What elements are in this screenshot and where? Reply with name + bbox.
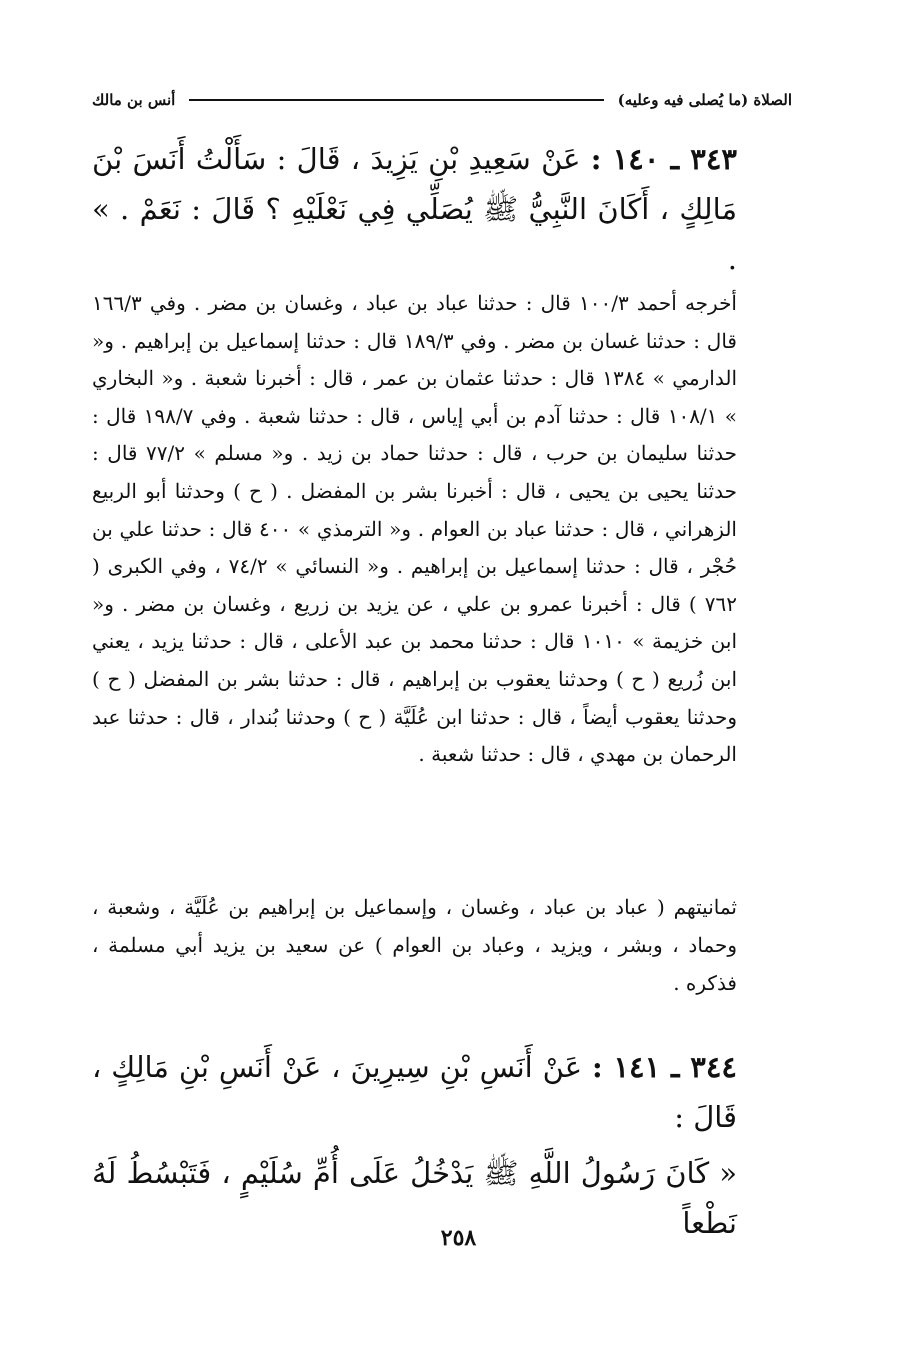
hadith-number: ٣٤٣ ـ ١٤٠ : bbox=[590, 142, 737, 176]
isnad-summary bbox=[92, 888, 737, 1002]
hadith-text: عَنْ سَعِيدِ بْنِ يَزِيدَ ، قَالَ : سَأَلْتُ أَنَسَ بْنَ مَالِكٍ ، أَكَانَ النَّبِيُّ ﷺ يُصَلِّي فِي نَعْلَيْهِ ؟ قَالَ : نَعَمْ . » . bbox=[92, 142, 737, 276]
running-header bbox=[92, 88, 792, 112]
takhrij-paragraph bbox=[92, 285, 737, 774]
hadith-intro: عَنْ أَنَسِ بْنِ سِيرِينَ ، عَنْ أَنَسِ بْنِ مَالِكٍ ، قَالَ : bbox=[92, 1050, 737, 1134]
chapter-title: الصلاة (ما يُصلى فيه وعليه) bbox=[617, 91, 792, 109]
summary-text: ثمانيتهم ( عباد بن عباد ، وغسان ، وإسماعيل بن إبراهيم بن عُلَيَّة ، وشعبة ، وحماد ، وبشر ، ويزيد ، وعباد بن العوام ) عن سعيد بن يزيد أبي مسلمة ، فذكره . bbox=[92, 895, 737, 995]
page-number: ٢٥٨ bbox=[440, 1225, 477, 1251]
header-rule bbox=[189, 99, 603, 101]
hadith-number: ٣٤٤ ـ ١٤١ : bbox=[591, 1050, 737, 1084]
hadith-text: « كَانَ رَسُولُ اللَّهِ ﷺ يَدْخُلُ عَلَى أُمِّ سُلَيْمٍ ، فَتَبْسُطُ لَهُ نَطْعاً bbox=[92, 1156, 737, 1240]
hadith-344 bbox=[92, 1042, 737, 1248]
takhrij-text: أخرجه أحمد ١٠٠/٣ قال : حدثنا عباد بن عباد ، وغسان بن مضر . وفي ١٦٦/٣ قال : حدثنا غسان بن مضر . وفي ١٨٩/٣ قال : حدثنا إسماعيل بن إبراهيم . و« الدارمي » ١٣٨٤ قال : حدثنا عثمان بن عمر ، قال : أخبرنا شعبة . و« البخاري » ١٠٨/١ قال : حدثنا آدم بن أبي إياس ، قال : حدثنا شعبة . وفي ١٩٨/٧ قال : حدثنا سليمان بن حرب ، قال : حدثنا حماد بن زيد . و« مسلم » ٧٧/٢ قال : حدثنا يحيى بن يحيى ، قال : أخبرنا بشر بن المفضل . ( ح ) وحدثنا أبو الربيع الزهراني ، قال : حدثنا عباد بن العوام . و« الترمذي » ٤٠٠ قال : حدثنا علي بن حُجْر ، قال : حدثنا إسماعيل بن إبراهيم . و« النسائي » ٧٤/٢ ، وفي الكبرى ( ٧٦٢ ) قال : أخبرنا عمرو بن علي ، عن يزيد بن زريع ، وغسان بن مضر . و« ابن خزيمة » ١٠١٠ قال : حدثنا محمد بن عبد الأعلى ، قال : حدثنا يزيد ، يعني ابن زُريع ( ح ) وحدثنا يعقوب بن إبراهيم ، قال : حدثنا بشر بن المفضل ( ح ) وحدثنا يعقوب أيضاً ، قال : حدثنا ابن عُلَيَّة ( ح ) وحدثنا بُندار ، قال : حدثنا عبد الرحمان بن مهدي ، قال : حدثنا شعبة . bbox=[92, 291, 738, 767]
hadith-343 bbox=[92, 134, 737, 284]
narrator-title: أنس بن مالك bbox=[92, 91, 176, 109]
